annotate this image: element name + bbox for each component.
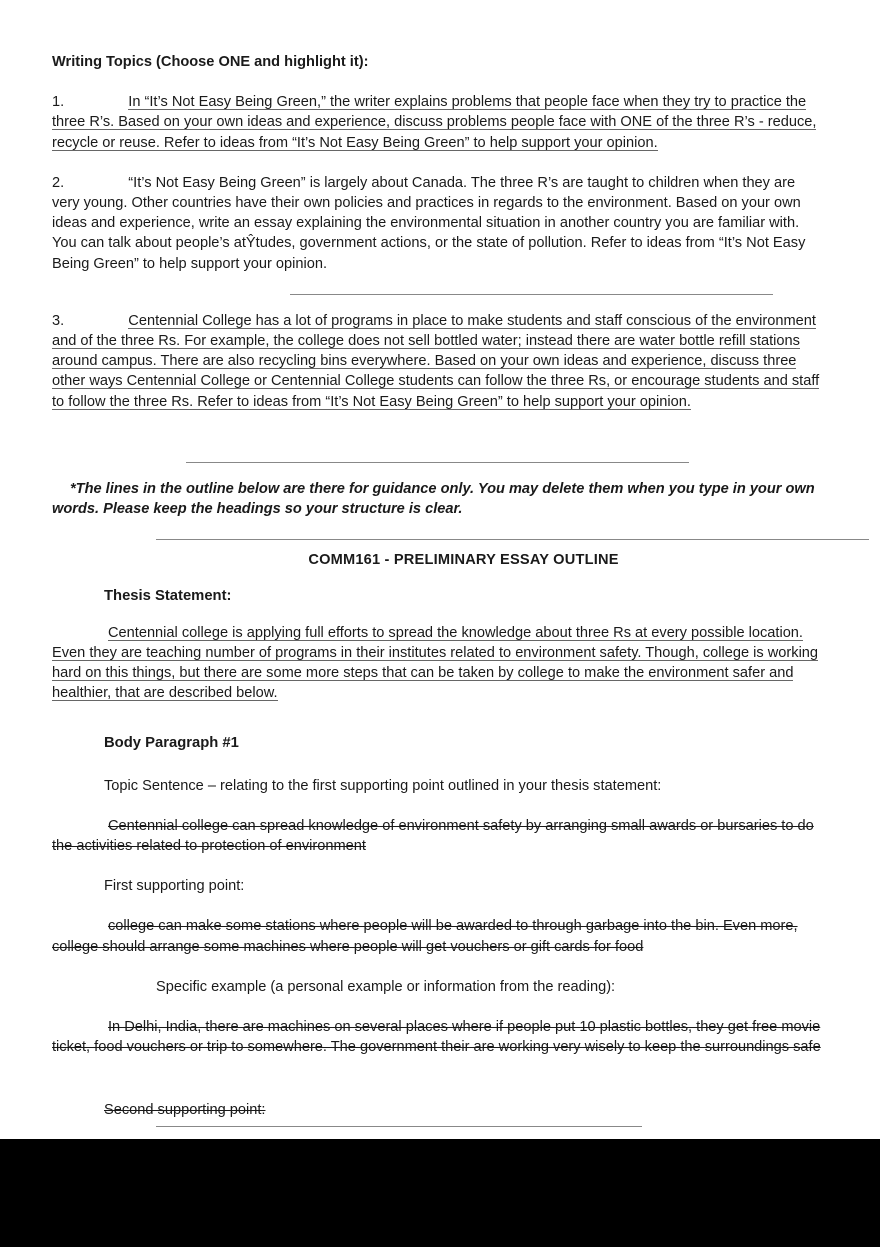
topic-item-1	[52, 92, 823, 153]
topic-3-number: 3.	[52, 312, 65, 329]
writing-topics-heading: Writing Topics (Choose ONE and highlight it):	[52, 54, 369, 70]
first-supporting-point-label: First supporting point:	[104, 878, 245, 895]
outline-title: COMM161 - PRELIMINARY ESSAY OUTLINE	[308, 552, 619, 569]
thesis-statement-text	[52, 623, 823, 704]
specific-example-label: Specific example (a personal example or information from the reading):	[156, 978, 616, 995]
guidance-note-text: *The lines in the outline below are there for guidance only. You may delete them when you type in your own words. Please keep the headings so your structure is clear.	[52, 480, 815, 518]
topic-3-text: Centennial College has a lot of programs in place to make students and staff conscious of the environment and of the three Rs. For example, the college does not sell bottled water; instead there are water bottle refill stations around campus. There are also recycling bins everywhere. Based on your own ideas and experience, discuss three other ways Centennial College or Centennial College students can follow the three Rs, or encourage students and staff to follow the three Rs. Refer to ideas from “It’s Not Easy Being Green” to help support your opinion.	[52, 312, 820, 410]
topic-sentence-prompt: Topic Sentence – relating to the first supporting point outlined in your thesis statement:	[104, 777, 662, 794]
topic-2-number: 2.	[52, 174, 65, 191]
second-supporting-point-label: Second supporting point:	[104, 1101, 266, 1118]
topic-item-3	[52, 311, 823, 412]
first-supporting-point-text	[52, 916, 823, 956]
first-point-body: college can make some stations where people will be awarded to through garbage into the bin. Even more, college should arrange some machines where people will get vouchers or gift cards for food	[52, 918, 798, 955]
topic-1-number: 1.	[52, 94, 65, 111]
thesis-body: Centennial college is applying full efforts to spread the knowledge about three Rs at every possible location. Even they are teaching number of programs in their institutes related to environment safety. Though, college is working hard on this things, but there are some more steps that can be taken by college to make the environment safer and healthier, that are described below.	[52, 624, 819, 702]
page-footer-band	[0, 1139, 880, 1247]
specific-example-text	[52, 1017, 823, 1057]
thesis-statement-label: Thesis Statement:	[104, 588, 232, 605]
specific-example-body: In Delhi, India, there are machines on several places where if people put 10 plastic bottles, they get free movie ticket, food vouchers or trip to somewhere. The government their are working very wisely to keep the surroundings safe	[52, 1019, 821, 1056]
body-paragraph-label: Body Paragraph #1	[104, 735, 239, 752]
topic-item-2	[52, 173, 823, 274]
guidance-note	[52, 479, 823, 519]
topic-2-text: “It’s Not Easy Being Green” is largely about Canada. The three R’s are taught to children when they are very young. Other countries have their own policies and practices in regards to the environment. Based on your own ideas and experience, write an essay explaining the environmental situation in another country you are familiar with. You can talk about people’s atŶtudes, government actions, or the state of pollution. Refer to ideas from “It’s Not Easy Being Green” to help support your opinion.	[52, 174, 806, 272]
topic-sentence-body: Centennial college can spread knowledge of environment safety by arranging small awards or bursaries to do the activities related to protection of environment	[52, 817, 814, 855]
topic-sentence-text	[52, 816, 823, 856]
topic-1-text: In “It’s Not Easy Being Green,” the writer explains problems that people face when they try to practice the three R’s. Based on your own ideas and experience, discuss problems people face with ONE of the three R’s - reduce, recycle or reuse. Refer to ideas from “It’s Not Easy Being Green” to help support your opinion.	[52, 94, 817, 151]
